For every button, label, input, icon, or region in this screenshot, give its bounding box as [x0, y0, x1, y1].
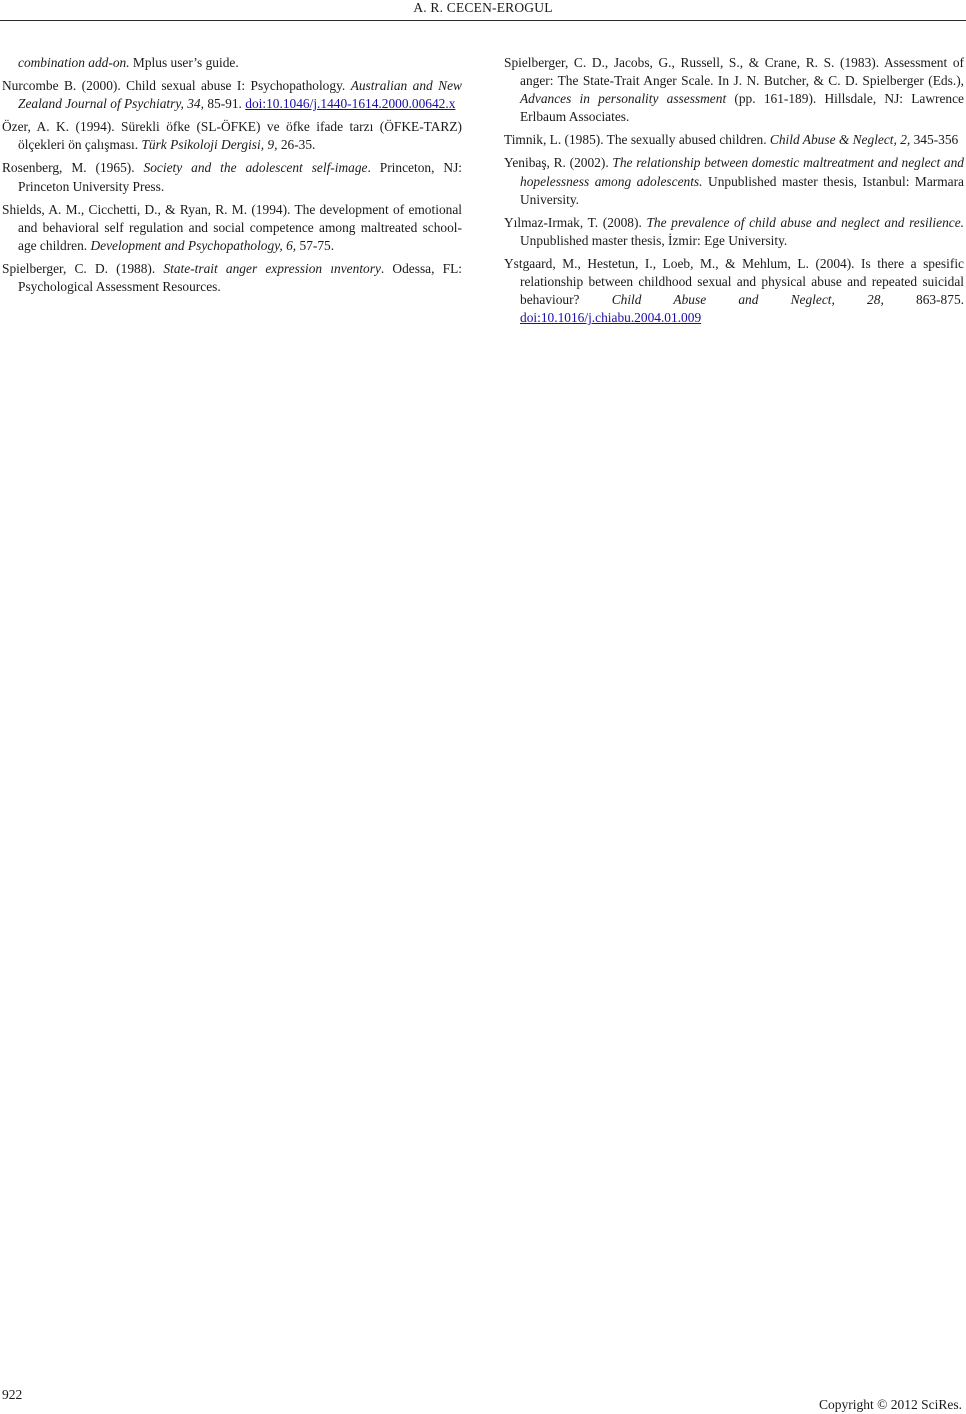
reference-text: Shields, A. M., Cicchetti, D., & Ryan, R. M. (1994). The development of emotional and behavioral self regulation and social competence among maltreated school-age children. — [2, 201, 462, 253]
reference-entry — [504, 214, 964, 250]
reference-text: 26-35. — [277, 137, 316, 153]
reference-text: Spielberger, C. D. (1988). — [2, 260, 164, 276]
reference-entry — [504, 54, 964, 126]
reference-text: 863-875. — [883, 292, 964, 308]
reference-text: (pp. 161-189). Hillsdale, NJ: Lawrence Erlbaum Associates. — [520, 91, 965, 125]
running-head: A. R. CECEN-EROGUL — [413, 0, 553, 15]
reference-italic-text: Advances in personality assessment — [520, 91, 727, 107]
reference-entry — [504, 154, 964, 208]
reference-entry — [2, 260, 462, 296]
reference-text: Timnik, L. (1985). The sexually abused children. — [504, 132, 770, 148]
reference-entry — [2, 118, 462, 154]
reference-entry — [2, 54, 462, 72]
reference-italic-text: Child Abuse & Neglect, 2, — [769, 132, 911, 148]
reference-text: Unpublished master thesis, Istanbul: Marmara University. — [520, 173, 964, 207]
reference-entry — [504, 131, 964, 149]
reference-text: 85-91. — [203, 96, 246, 112]
reference-text: Özer, A. K. (1994). Sürekli öfke (SL-ÖFKE) ve öfke ifade tarzı (ÖFKE-TARZ) ölçekleri ön çalışması. — [2, 119, 462, 153]
page-number: 922 — [2, 1387, 23, 1402]
references-left-column — [2, 54, 462, 301]
reference-italic-text: Türk Psikoloji Dergisi, 9, — [141, 137, 278, 153]
reference-text: Yılmaz-Irmak, T. (2008). — [504, 214, 647, 230]
reference-italic-text: Development and Psychopathology, 6, — [90, 237, 297, 253]
reference-text: Spielberger, C. D., Jacobs, G., Russell, S., & Crane, R. S. (1983). Assessment of anger: The State-Trait Anger Scale. In J. N. Butcher, & C. D. Spielberger (Eds.), — [504, 55, 964, 89]
doi-link[interactable]: doi:10.1016/j.chiabu.2004.01.009 — [520, 310, 702, 326]
reference-italic-text: Child Abuse and Neglect, 28, — [611, 292, 884, 308]
reference-italic-text: combination add-on. — [18, 55, 130, 70]
reference-text: Unpublished master thesis, İzmir: Ege University. — [520, 232, 788, 248]
reference-italic-text: State-trait anger expression ınventory — [163, 260, 381, 276]
reference-italic-text: Australian and New Zealand Journal of Psychiatry, 34, — [18, 78, 462, 112]
copyright-notice: Copyright © 2012 SciRes. — [818, 1397, 962, 1412]
references-right-column — [504, 54, 964, 332]
reference-text: Yenibaş, R. (2002). — [504, 155, 613, 171]
reference-text: . Odessa, FL: Psychological Assessment Resources. — [18, 260, 462, 295]
reference-entry — [504, 255, 964, 327]
reference-text: Ystgaard, M., Hestetun, I., Loeb, M., & Mehlum, L. (2004). Is there a spesific relationship between childhood sexual and physical abuse and repeated suicidal behaviour? — [504, 255, 964, 308]
reference-text: Nurcombe B. (2000). Child sexual abuse I: Psychopathology. — [2, 78, 351, 94]
doi-link[interactable]: doi:10.1046/j.1440-1614.2000.00642.x — [245, 96, 456, 112]
reference-text: 57-75. — [296, 237, 335, 253]
reference-italic-text: The relationship between domestic maltreatment and neglect and hopelessness among adolescents. — [520, 155, 964, 189]
reference-text: . Princeton, NJ: Princeton University Press. — [18, 160, 462, 194]
reference-entry — [2, 77, 462, 113]
header-rule — [0, 20, 966, 21]
reference-text: 345-356 — [910, 132, 959, 148]
reference-text: Rosenberg, M. (1965). — [2, 160, 144, 176]
reference-italic-text: The prevalence of child abuse and neglect and resilience. — [646, 214, 964, 230]
reference-text: Mplus user’s guide. — [129, 55, 239, 70]
reference-italic-text: Society and the adolescent self-image — [143, 160, 368, 176]
reference-entry — [2, 159, 462, 195]
reference-entry — [2, 201, 462, 255]
